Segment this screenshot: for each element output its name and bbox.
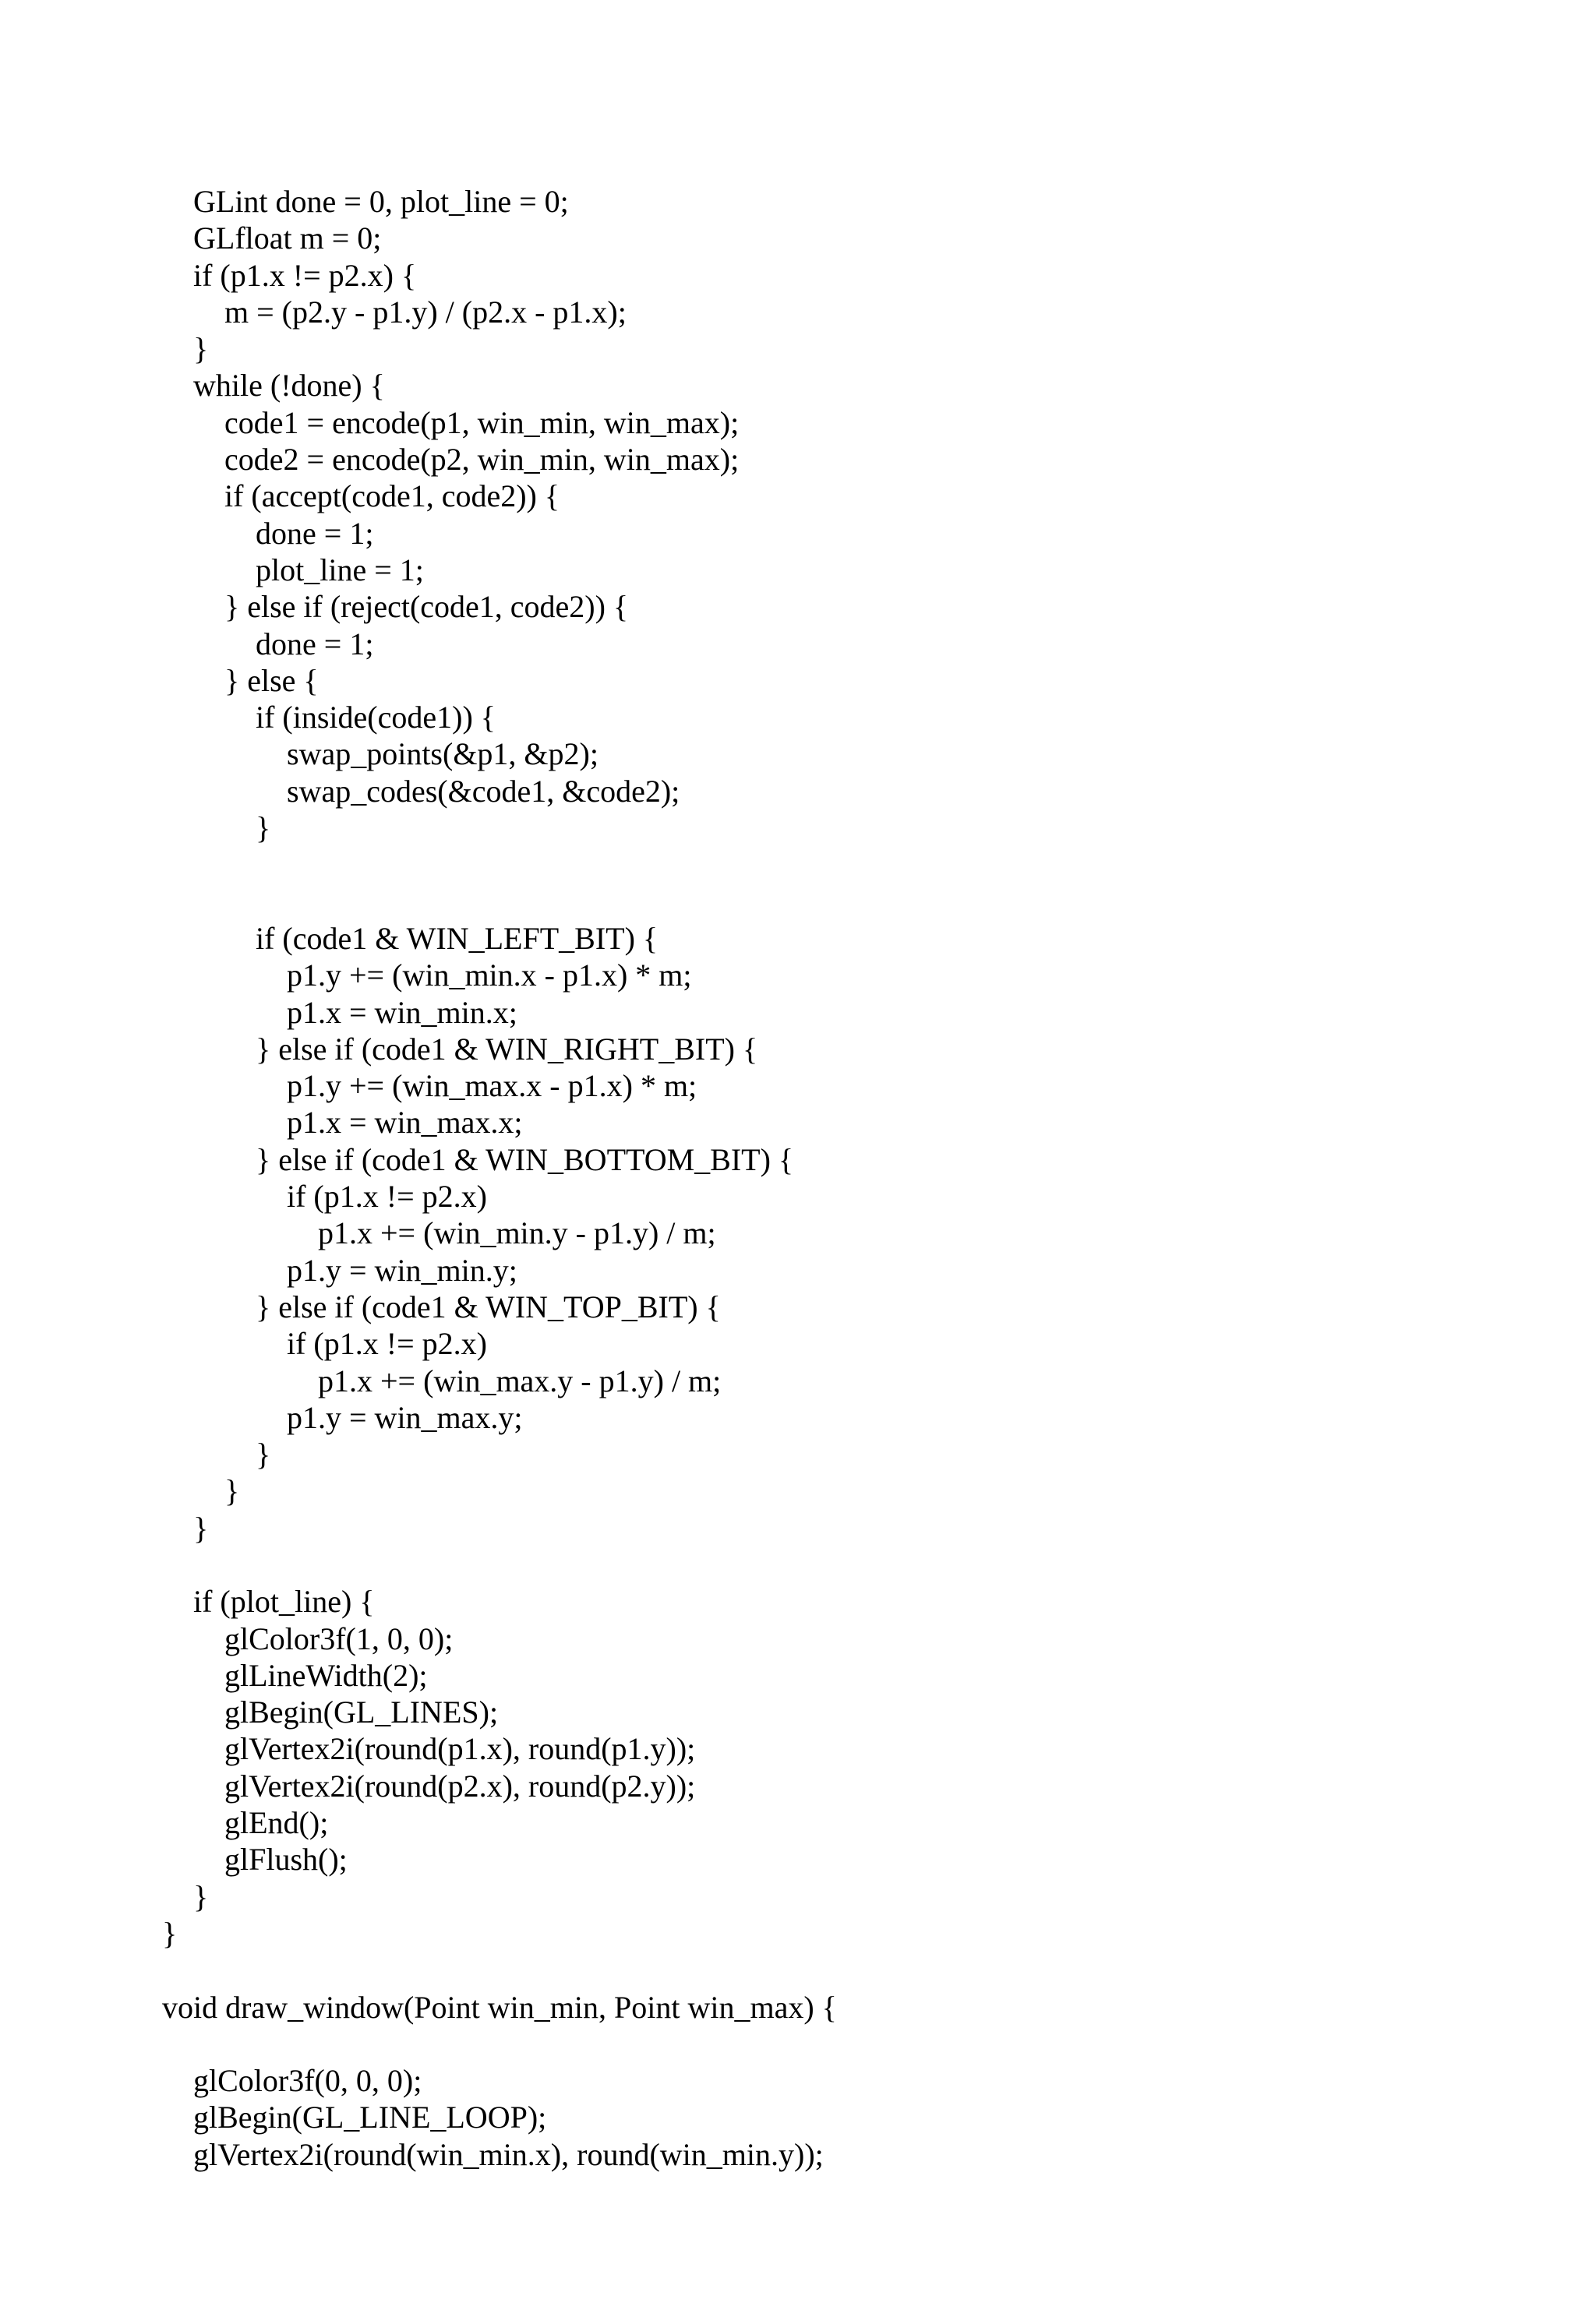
code-line: glFlush(); bbox=[162, 1842, 348, 1878]
code-line: p1.x += (win_max.y - p1.y) / m; bbox=[162, 1363, 722, 1398]
code-line bbox=[162, 883, 1565, 920]
code-line bbox=[162, 1952, 1565, 1988]
code-line: done = 1; bbox=[162, 626, 374, 661]
code-line: void draw_window(Point win_min, Point win_max) { bbox=[162, 1989, 837, 2025]
code-line: glEnd(); bbox=[162, 1805, 329, 1841]
code-line: while (!done) { bbox=[162, 368, 385, 404]
code-listing bbox=[162, 183, 1565, 2173]
code-line: p1.y += (win_max.x - p1.x) * m; bbox=[162, 1068, 697, 1104]
code-line: } else if (code1 & WIN_TOP_BIT) { bbox=[162, 1289, 721, 1324]
code-line: } bbox=[162, 810, 271, 846]
code-line: } else if (reject(code1, code2)) { bbox=[162, 589, 629, 625]
code-line: swap_codes(&code1, &code2); bbox=[162, 773, 680, 809]
code-line: GLfloat m = 0; bbox=[162, 220, 382, 256]
code-line: glBegin(GL_LINE_LOOP); bbox=[162, 2100, 547, 2135]
code-line: done = 1; bbox=[162, 515, 374, 551]
code-line bbox=[162, 1546, 1565, 1583]
code-line: } bbox=[162, 1510, 209, 1546]
code-line: p1.x += (win_min.y - p1.y) / m; bbox=[162, 1215, 716, 1251]
code-line: } bbox=[162, 1437, 271, 1472]
code-line: glColor3f(1, 0, 0); bbox=[162, 1620, 454, 1656]
code-line: glVertex2i(round(p1.x), round(p1.y)); bbox=[162, 1731, 696, 1767]
code-line: if (p1.x != p2.x) { bbox=[162, 257, 417, 293]
code-line: if (p1.x != p2.x) bbox=[162, 1179, 487, 1215]
code-line: } bbox=[162, 331, 209, 367]
code-line: if (inside(code1)) { bbox=[162, 700, 496, 735]
code-line: } bbox=[162, 1473, 240, 1509]
code-line: p1.x = win_max.x; bbox=[162, 1105, 523, 1141]
code-line: glColor3f(0, 0, 0); bbox=[162, 2063, 422, 2099]
code-line: code1 = encode(p1, win_min, win_max); bbox=[162, 404, 740, 440]
code-line: if (accept(code1, code2)) { bbox=[162, 478, 560, 514]
code-line: swap_points(&p1, &p2); bbox=[162, 736, 598, 772]
code-line: if (code1 & WIN_LEFT_BIT) { bbox=[162, 920, 659, 956]
code-line: p1.y = win_max.y; bbox=[162, 1399, 523, 1435]
code-line: plot_line = 1; bbox=[162, 552, 424, 587]
code-line: m = (p2.y - p1.y) / (p2.x - p1.x); bbox=[162, 294, 627, 330]
code-line bbox=[162, 846, 1565, 883]
code-line: glVertex2i(round(p2.x), round(p2.y)); bbox=[162, 1768, 696, 1804]
code-line: glLineWidth(2); bbox=[162, 1657, 428, 1693]
code-line: p1.y = win_min.y; bbox=[162, 1252, 517, 1288]
code-line: } bbox=[162, 1915, 178, 1951]
code-line: } else if (code1 & WIN_RIGHT_BIT) { bbox=[162, 1031, 758, 1067]
code-line: if (p1.x != p2.x) bbox=[162, 1326, 487, 1362]
code-line: p1.y += (win_min.x - p1.x) * m; bbox=[162, 957, 692, 993]
code-line: } else { bbox=[162, 662, 319, 698]
code-line: } else if (code1 & WIN_BOTTOM_BIT) { bbox=[162, 1141, 794, 1177]
code-line: p1.x = win_min.x; bbox=[162, 994, 517, 1030]
code-line: glVertex2i(round(win_min.x), round(win_min.y)); bbox=[162, 2136, 824, 2172]
code-line: } bbox=[162, 1878, 209, 1914]
code-line: if (plot_line) { bbox=[162, 1584, 375, 1620]
code-line: code2 = encode(p2, win_min, win_max); bbox=[162, 442, 740, 478]
code-line: GLint done = 0, plot_line = 0; bbox=[162, 184, 569, 219]
code-line: glBegin(GL_LINES); bbox=[162, 1695, 499, 1730]
code-line bbox=[162, 2026, 1565, 2062]
